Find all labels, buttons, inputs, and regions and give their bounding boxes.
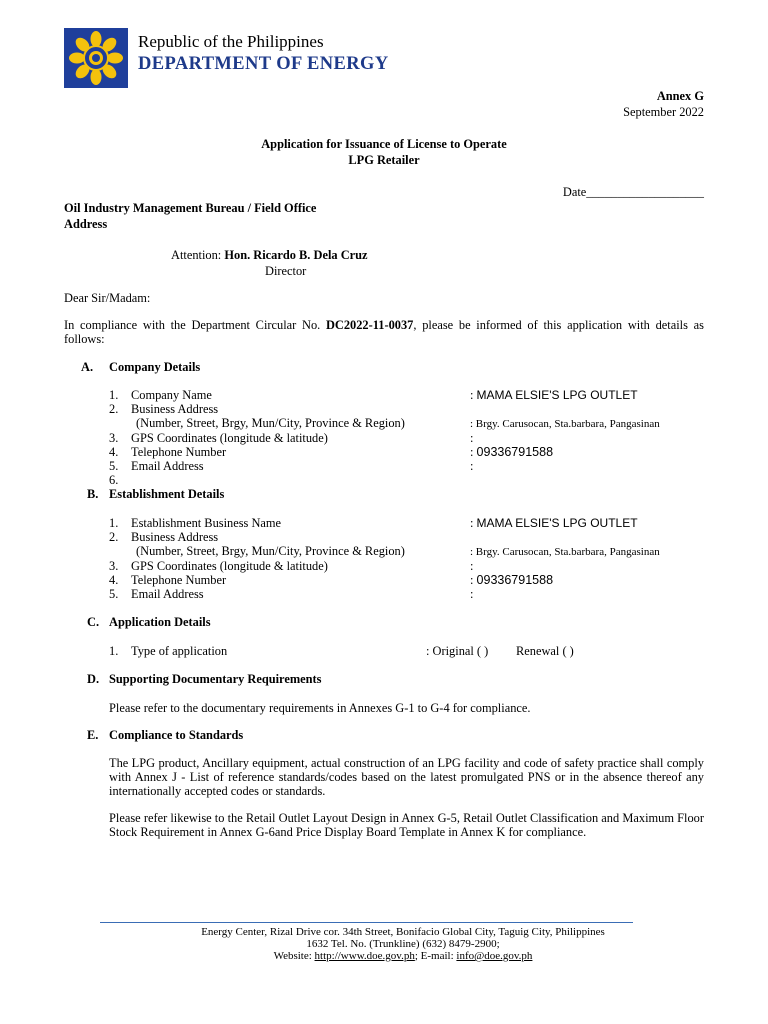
- a-item-1-num: 1.: [109, 388, 119, 402]
- doe-logo-icon: [64, 28, 128, 88]
- footer-phone: 1632 Tel. No. (Trunkline) (632) 8479-2900;: [306, 938, 500, 950]
- section-e-paragraph-2: Please refer likewise to the Retail Outlet Layout Design in Annex G-5, Retail Outlet Classification and Maximum Floor Stock Requirement in Annex G-6and Price Display Board Template in Annex K for compliance.: [109, 811, 704, 839]
- a-item-4-value: : 09336791588: [470, 445, 554, 459]
- b-item-1-value: : MAMA ELSIE'S LPG OUTLET: [470, 516, 638, 530]
- section-e-title: Compliance to Standards: [109, 728, 244, 742]
- b-item-4-value: : 09336791588: [470, 573, 554, 587]
- establishment-name-value[interactable]: MAMA ELSIE'S LPG OUTLET: [476, 516, 638, 530]
- section-b-title: Establishment Details: [109, 487, 225, 501]
- intro-paragraph: [64, 318, 704, 346]
- section-c-letter: C.: [87, 615, 100, 629]
- attention-position: Director: [265, 264, 307, 278]
- b-item-2-sub: (Number, Street, Brgy, Mun/City, Province & Region): [136, 544, 405, 558]
- a-item-2-label: Business Address: [131, 402, 219, 416]
- email-label: ; E-mail:: [414, 950, 457, 962]
- renewal-checkbox[interactable]: Renewal ( ): [516, 644, 574, 658]
- addressee-address: Address: [64, 217, 108, 231]
- a-item-4-label: Telephone Number: [131, 445, 227, 459]
- section-a-letter: A.: [81, 360, 94, 374]
- original-checkbox[interactable]: : Original ( ): [426, 644, 489, 658]
- a-item-3-num: 3.: [109, 431, 119, 445]
- section-d-title: Supporting Documentary Requirements: [109, 672, 322, 686]
- website-label: Website:: [273, 950, 315, 962]
- date-field[interactable]: Date___________________: [562, 185, 704, 199]
- a-item-3-label: GPS Coordinates (longitude & latitude): [131, 431, 328, 445]
- b-item-3-num: 3.: [109, 559, 119, 573]
- b-item-1-num: 1.: [109, 516, 119, 530]
- section-b-letter: B.: [87, 487, 99, 501]
- a-email-value[interactable]: :: [470, 459, 474, 473]
- a-telephone-value[interactable]: 09336791588: [476, 445, 554, 459]
- section-e-paragraph-1: The LPG product, Ancillary equipment, actual construction of an LPG facility and code of safety practice shall comply with Annex J - List of reference standards/codes based on the latest promulgated PNS or in the absence thereof any internationally accepted codes or standards.: [109, 756, 704, 798]
- b-item-2-num: 2.: [109, 530, 119, 544]
- section-e-letter: E.: [87, 728, 99, 742]
- addressee-office: Oil Industry Management Bureau / Field Office: [64, 201, 317, 215]
- footer-address: Energy Center, Rizal Drive cor. 34th Street, Bonifacio Global City, Taguig City, Philippines: [201, 926, 605, 938]
- a-item-2-sub: (Number, Street, Brgy, Mun/City, Province & Region): [136, 416, 405, 430]
- website-link[interactable]: http://www.doe.gov.ph: [314, 950, 415, 962]
- b-email-value[interactable]: :: [470, 587, 474, 601]
- c-item-1-label: Type of application: [131, 644, 228, 658]
- company-name-value[interactable]: MAMA ELSIE'S LPG OUTLET: [476, 388, 638, 402]
- section-c-title: Application Details: [109, 615, 211, 629]
- form-title-line2: LPG Retailer: [348, 153, 420, 167]
- footer-contacts: [0, 950, 768, 963]
- annex-date: September 2022: [623, 105, 704, 119]
- a-item-5-num: 5.: [109, 459, 119, 473]
- section-a-title: Company Details: [109, 360, 201, 374]
- attention-label: Attention:: [171, 248, 222, 262]
- b-item-4-label: Telephone Number: [131, 573, 227, 587]
- footer-divider: [100, 922, 633, 923]
- salutation: Dear Sir/Madam:: [64, 291, 151, 305]
- c-item-1-num: 1.: [109, 644, 119, 658]
- b-item-2-label: Business Address: [131, 530, 219, 544]
- republic-heading: Republic of the Philippines: [138, 32, 324, 51]
- b-business-address-value[interactable]: : Brgy. Carusocan, Sta.barbara, Pangasinan: [470, 546, 660, 558]
- annex-label: Annex G: [656, 89, 704, 103]
- a-item-4-num: 4.: [109, 445, 119, 459]
- b-item-5-label: Email Address: [131, 587, 204, 601]
- b-telephone-value[interactable]: 09336791588: [476, 573, 554, 587]
- department-heading: DEPARTMENT OF ENERGY: [138, 54, 389, 74]
- email-link[interactable]: info@doe.gov.ph: [456, 950, 533, 962]
- attention-line: [171, 248, 368, 262]
- a-item-2-num: 2.: [109, 402, 119, 416]
- b-item-3-label: GPS Coordinates (longitude & latitude): [131, 559, 328, 573]
- circular-number: DC2022-11-0037: [325, 318, 414, 332]
- a-business-address-value[interactable]: : Brgy. Carusocan, Sta.barbara, Pangasinan: [470, 418, 660, 430]
- section-d-text: Please refer to the documentary requirements in Annexes G-1 to G-4 for compliance.: [109, 701, 531, 715]
- b-gps-value[interactable]: :: [470, 559, 474, 573]
- intro-text-post: , please be informed of this application with details as follows:: [64, 318, 704, 346]
- attention-name: Hon. Ricardo B. Dela Cruz: [224, 248, 368, 262]
- b-item-4-num: 4.: [109, 573, 119, 587]
- form-title-line1: Application for Issuance of License to Operate: [261, 137, 507, 151]
- b-item-5-num: 5.: [109, 587, 119, 601]
- a-item-6-num: 6.: [109, 473, 119, 487]
- a-item-5-label: Email Address: [131, 459, 204, 473]
- intro-text-pre: In compliance with the Department Circular No.: [64, 318, 326, 332]
- a-item-1-value: : MAMA ELSIE'S LPG OUTLET: [470, 388, 638, 402]
- a-gps-value[interactable]: :: [470, 431, 474, 445]
- section-d-letter: D.: [87, 672, 100, 686]
- a-item-1-label: Company Name: [131, 388, 212, 402]
- b-item-1-label: Establishment Business Name: [131, 516, 282, 530]
